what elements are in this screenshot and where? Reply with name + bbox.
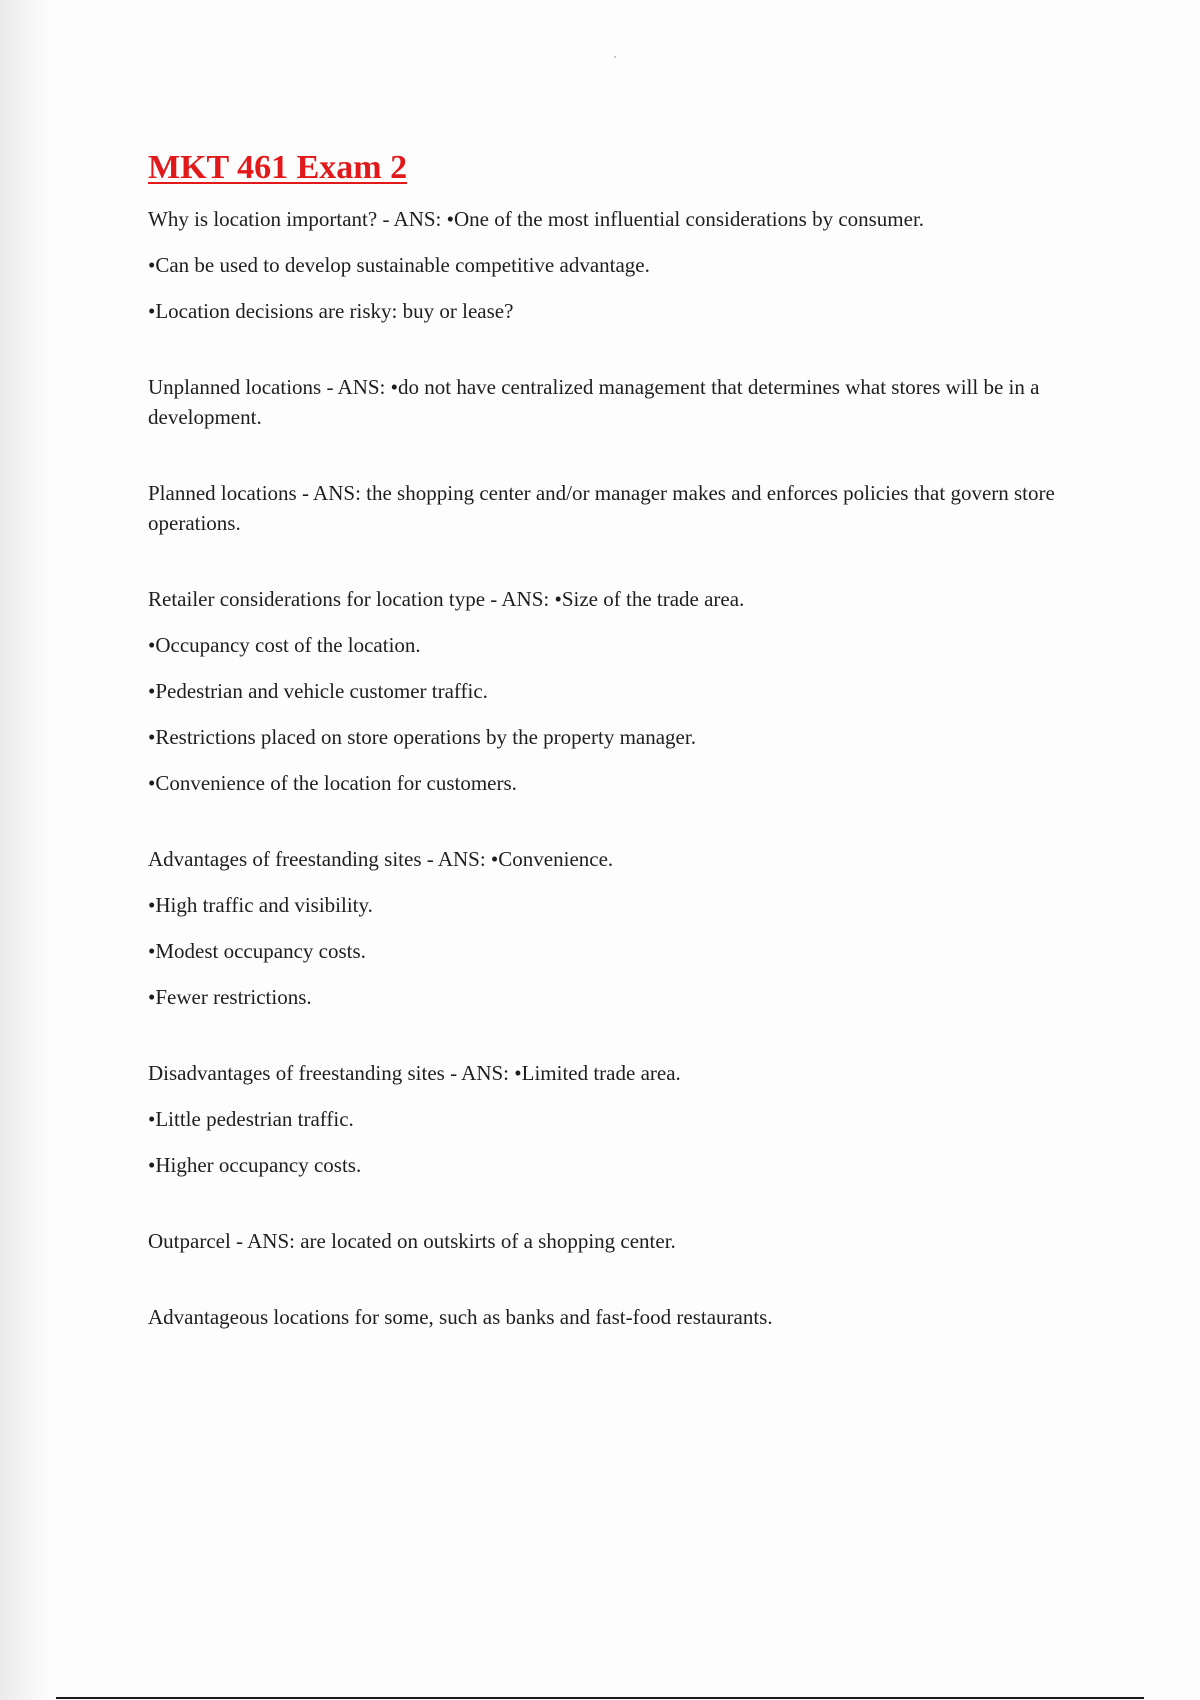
document-title: MKT 461 Exam 2: [148, 149, 408, 186]
bullet-line: •Pedestrian and vehicle customer traffic.: [148, 679, 488, 703]
question-line: Why is location important? - ANS: •One of the most influential considerations by consumer.: [148, 207, 925, 231]
qa-block-outparcel-note: [148, 1302, 1088, 1332]
document-content: [148, 148, 1088, 1378]
bullet-line: •Higher occupancy costs.: [148, 1153, 362, 1177]
question-line: Planned locations - ANS: the shopping center and/or manager makes and enforces policies that govern store operations.: [148, 481, 1055, 535]
qa-block-outparcel: [148, 1226, 1088, 1256]
note-line: Advantageous locations for some, such as banks and fast-food restaurants.: [148, 1305, 773, 1329]
question-line: Retailer considerations for location type - ANS: •Size of the trade area.: [148, 587, 745, 611]
bullet-line: •Fewer restrictions.: [148, 985, 312, 1009]
scan-edge-shadow: [0, 0, 48, 1700]
page-bottom-rule: [56, 1697, 1144, 1699]
bullet-line: •Modest occupancy costs.: [148, 939, 366, 963]
qa-block-location-importance: [148, 204, 1088, 326]
qa-block-planned-locations: [148, 478, 1088, 538]
scan-speck: [614, 56, 616, 58]
bullet-line: •Little pedestrian traffic.: [148, 1107, 354, 1131]
bullet-line: •Occupancy cost of the location.: [148, 633, 421, 657]
qa-block-unplanned-locations: [148, 372, 1088, 432]
bullet-line: •Location decisions are risky: buy or lease?: [148, 299, 514, 323]
bullet-line: •Restrictions placed on store operations by the property manager.: [148, 725, 696, 749]
bullet-line: •High traffic and visibility.: [148, 893, 373, 917]
question-line: Disadvantages of freestanding sites - ANS: •Limited trade area.: [148, 1061, 681, 1085]
question-line: Unplanned locations - ANS: •do not have centralized management that determines what stores will be in a development.: [148, 375, 1040, 429]
bullet-line: •Convenience of the location for customers.: [148, 771, 517, 795]
question-line: Advantages of freestanding sites - ANS: •Convenience.: [148, 847, 614, 871]
qa-block-freestanding-advantages: [148, 844, 1088, 1012]
bullet-line: •Can be used to develop sustainable competitive advantage.: [148, 253, 650, 277]
qa-block-freestanding-disadvantages: [148, 1058, 1088, 1180]
question-line: Outparcel - ANS: are located on outskirts of a shopping center.: [148, 1229, 676, 1253]
qa-block-retailer-considerations: [148, 584, 1088, 798]
